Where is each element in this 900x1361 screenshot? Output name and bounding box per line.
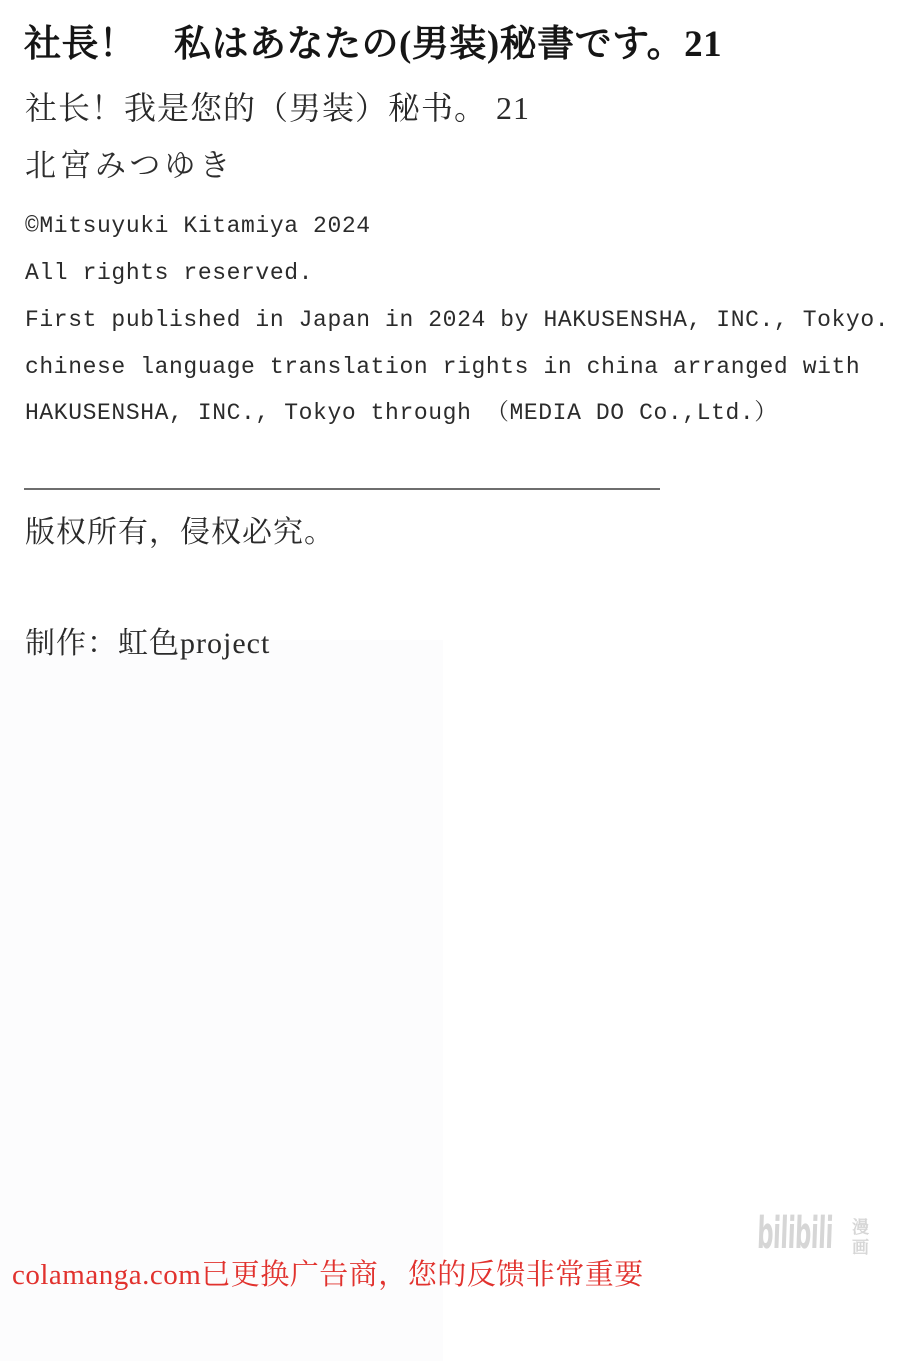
bilibili-watermark — [756, 1208, 900, 1259]
divider-line — [24, 488, 660, 490]
copyright-line-5: HAKUSENSHA, INC., Tokyo through （MEDIA DO Co.,Ltd.） — [25, 400, 778, 426]
production-credit: 制作：虹色project — [25, 627, 271, 660]
ad-provider-notice: colamanga.com已更换广告商，您的反馈非常重要 — [12, 1259, 644, 1291]
bilibili-logo: bilibili — [756, 1208, 834, 1259]
rights-notice-chinese: 版权所有，侵权必究。 — [25, 516, 335, 549]
copyright-line-2: All rights reserved. — [25, 260, 314, 286]
title-japanese: 社長！ 私はあなたの(男装)秘書です。21 — [24, 24, 723, 65]
title-chinese: 社长！我是您的（男装）秘书。 21 — [25, 90, 531, 126]
copyright-line-3: First published in Japan in 2024 by HAKUSENSHA, INC., Tokyo. — [25, 307, 890, 333]
scanned-page-edge — [0, 640, 443, 1361]
manga-label-char-2: 画 — [852, 1238, 869, 1257]
manga-label — [852, 1218, 869, 1258]
manga-label-char-1: 漫 — [852, 1218, 869, 1237]
copyright-line-4: chinese language translation rights in china arranged with — [25, 354, 861, 380]
copyright-line-1: ©Mitsuyuki Kitamiya 2024 — [25, 213, 371, 239]
author-name: 北宮みつゆき — [25, 148, 235, 183]
